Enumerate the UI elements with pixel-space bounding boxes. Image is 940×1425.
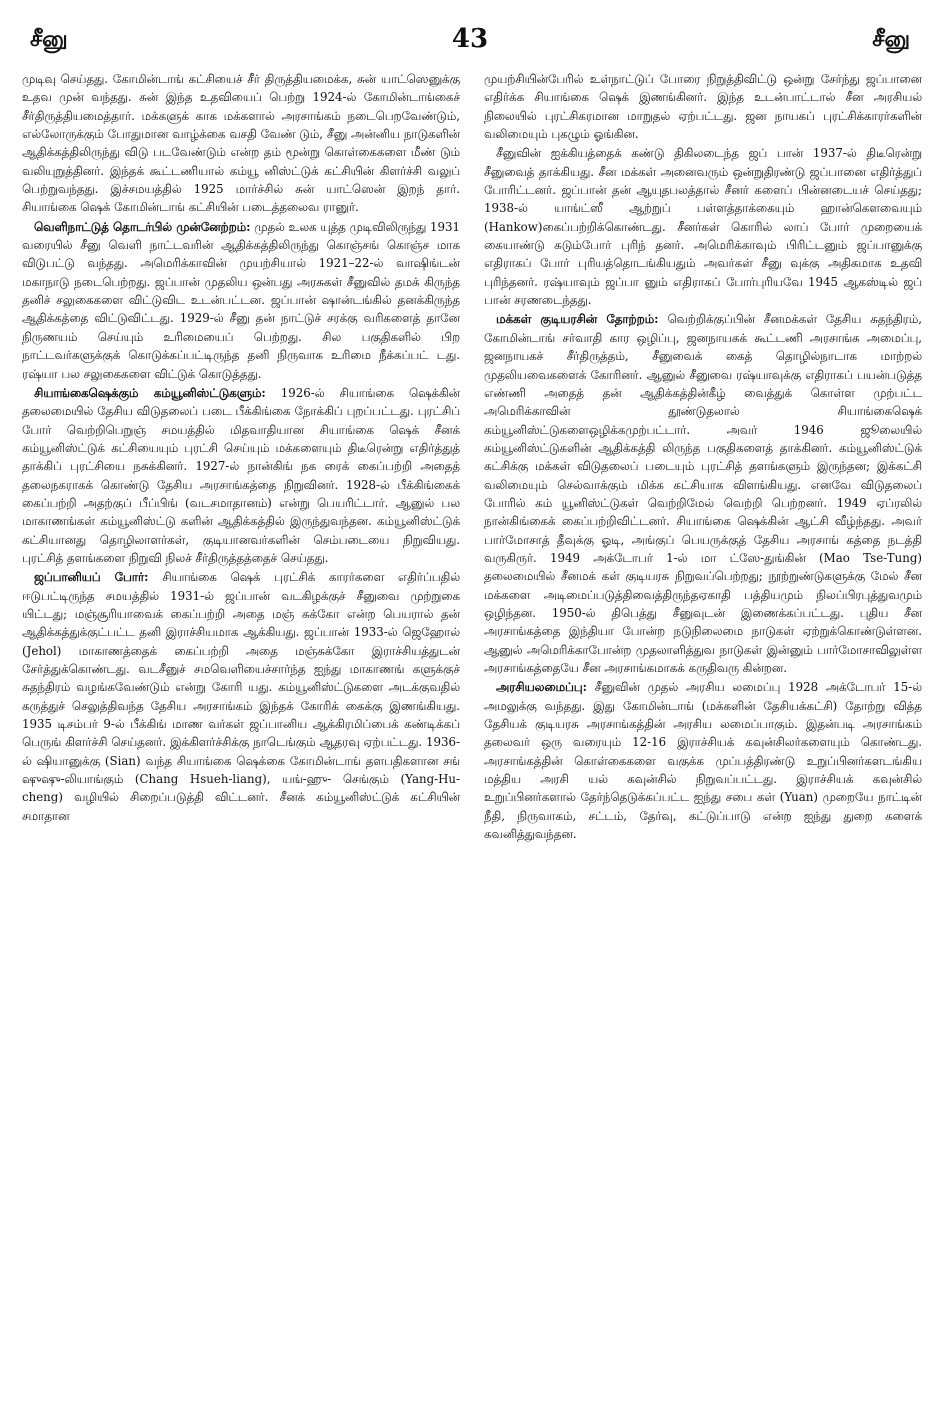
paragraph bbox=[22, 384, 460, 567]
paragraph bbox=[484, 310, 922, 677]
paragraph-body: 1926-ல் சியாங்கை ஷெக்கின் தலைமையில் தேசிய விடுதலைப் படை பீக்கிங்கை நோக்கிப் புறப்பட்டது. புரட்சிப் போர் வெற்றிபெறுஞ் சமயத்தில் மிதவாதியான சியாங்கை ஷெக் சீனக் கம்யூனிஸ்ட்டுக் கட்சியையும் புரட்சி செய்யும் மக்களையும் திடீரென்று எதிர்த்துத் தாக்கிப் புரட்சியை நசுக்கினர். 1927-ல் நான்கிங் நக ரைக் கைப்பற்றி அதைத் தலைநகராகக் கொண்டு தேசிய அரசாங்கத்தை நிறுவினர். 1928-ல் பீக்கிங்கைக் கைப்பற்றி அதற்குப் பீப்பிங் (வடசமாதானம்) என்று பெயரிட்டார். ஆனுல் பல மாகாணங்கள் கம்யூனிஸ்ட்டு களின் ஆதிக்கத்தில் இருந்துவந்தன. கம்யூனிஸ்ட்டுக் கட்சியானது தொழிலாளர்கள், குடியானவர்களின் செம்படையை நிறுவியது. புரட்சித் தளங்களை நிறுவி நிலச் சீர்திருத்தத்தைச் செய்தது. bbox=[22, 385, 460, 565]
section-heading: அரசியலமைப்பு: bbox=[496, 680, 587, 695]
right-column bbox=[484, 70, 922, 843]
paragraph-body: வெற்றிக்குப்பின் சீனமக்கள் தேசிய சுதந்திரம், கோமின்டாங் சர்வாதி கார ஒழிப்பு, ஜனநாயகக் கூட்டணி அரசாங்க அமைப்பு, ஜனநாயகச் சீர்திருத்தம், சீனுவைக் கைத் தொழில்நாடாக மாற்றல் முதலியவைகளைக் கோரினர். ஆனுல் சீனுவை ரஷ்யாவுக்கு எதிராகப் பயன்படுத்த எண்ணி அதைத் தன் ஆதிக்கத்தின்கீழ் வைத்துக் கொள்ள முற்பட்ட அமெரிக்காவின் தூண்டுதலால் சியாங்கைஷெக் கம்யூனிஸ்ட்டுகளைஒழிக்கமுற்பட்டார். அவர் 1946 ஜூலையில் கம்யூனிஸ்ட்டுகளின் ஆதிக்கத்தி லிருந்த பகுதிகளைத் தாக்கினர். கம்யூனிஸ்ட்டுக் கட்சிக்கு மக்கள் விடுதலைப் படையும் புரட்சித் தளங்களும் இருந்தன; இக்கட்சி வலிமையும் செல்வாக்கும் மிக்க கட்சியாக விளங்கியது. எனவே விடுதலைப் போரில் கம் யூனிஸ்ட்டுகள் வெற்றிமேல் வெற்றி பெற்றனர். 1949 ஏப்ரலில் நான்கிங்கைக் கைப்பற்றிவிட்டனர். சியாங்கை ஷெக்கின் ஆட்சி வீழ்ந்தது. அவர் பார்மோசாத் தீவுக்கு ஓடி, அங்குப் பெயருக்குத் தேசிய அரசாங் கத்தை நடத்தி வருகிருர். 1949 அக்டோபர் 1-ல் மா ட்ஸே-துங்கின் (Mao Tse-Tung) தலைமையில் சீனமக் கள் குடியரசு நிறுவப்பெற்றது; நூற்றுண்டுகளுக்கு மேல் சீன மக்களை அடிமைப்படுத்திவைத்திருந்தஏகாதி பத்தியமும் நிலப்பிரபுத்துவமும் ஒழிந்தன. 1950-ல் திபெத்து சீனுவுடன் இணைக்கப்பட்டது. புதிய சீன அரசாங்கத்தை இந்தியா போன்ற நடுநிலைமை நாடுகள் ஏற்றுக்கொண்டுள்ளன. ஆனுல் அமெரிக்காபோன்ற முதலாளித்துவ நாடுகள் இன்னும் பார்மோசாவிலுள்ள அரசாங்கத்தையே சீன அரசாங்கமாகக் கருதிவரு கின்றன. bbox=[484, 312, 923, 675]
paragraph: முயற்சியின்பேரில் உள்நாட்டுப் போரை நிறுத்திவிட்டு ஒன்று சேர்ந்து ஜப்பானை எதிர்க்க சியாங்கை ஷெக் இணங்கினர். இந்த உடன்பாட்டால் சீன அரசியல் நிலையில் புரட்சிகரமான மாறுதல் ஏற்பட்டது. ஜன நாயகப் புரட்சிக்காரர்களின் வலிமையும் புகழும் ஓங்கின. bbox=[484, 72, 922, 142]
section-heading: வெளிநாட்டுத் தொடர்பில் முன்னேற்றம்: bbox=[34, 219, 251, 234]
paragraph-body: சியாங்கை ஷெக் புரட்சிக் காரர்களை எதிர்ப்பதில் ஈடுபட்டிருந்த சமயத்தில் 1931-ல் ஜப்பான் வடகிழக்குச் சீனுவை முற்றுகை யிட்டது; மஞ்சூரியாவைக் கைப்பற்றி அதை மஞ் சுக்கோ என்ற பெயரால் தன் ஆதிக்கத்துக்குட்பட்ட தனி இராச்சியமாக ஆக்கியது. ஜப்பான் 1933-ல் ஜெஹோல் (Jehol) மாகாணத்தைக் கைப்பற்றி அதை மஞ்சுக்கோ இராச்சியத்துடன் சேர்த்துக்கொண்டது. வடசீனுச் சமவெளியைச்சார்ந்த ஐந்து மாகாணங் களுக்குச் சுதந்திரம் வழங்கவேண்டும் என்று கோரி யது. கம்யூனிஸ்ட்டுகளை அடக்குவதில் கருத்துச் செலுத்திவந்த தேசிய அரசாங்கம் இந்தக் கோரிக் கைக்கு இணங்கியது. 1935 டிசம்பர் 9-ல் பீக்கிங் மாண வர்கள் ஜப்பானிய ஆக்கிரமிப்பைக் கண்டிக்கப் பெருங் கிளர்ச்சி செய்தனர். இக்கிளர்ச்சிக்கு நாடெங்கும் ஆதரவு ஏற்பட்டது. 1936-ல் ஷியானுக்கு (Sian) வந்த சியாங்கை ஷெக்கை கோமின்டாங் தளபதிகளான சங் ஷுஷு-லியாங்கும் (Chang Hsueh-liang), யங்-ஹு- செங்கும் (Yang-Hu-cheng) வழியில் சிறைப்படுத்தி விட்டனர். சீனக் கம்யூனிஸ்ட்டுக் கட்சியின் சமாதான bbox=[22, 570, 460, 823]
paragraph-body: முதல் உலக யுத்த முடிவிலிருந்து 1931 வரையில் சீனு வெளி நாட்டவரின் ஆதிக்கத்திலிருந்து கொஞ்சங் கொஞ்ச மாக விடுபட்டு வந்தது. அமெரிக்காவின் முயற்சியால் 1921–22-ல் வாஷிங்டன் மகாநாடு நடைபெற்றது. ஜப்பான் முதலிய ஒன்பது அரசுகள் சீனுவில் தமக் கிருந்த தனிச் சலுகைகளை விட்டுவிட உடன்பட்டன. ஜப்பான் ஷான்டங்கில் தனக்கிருந்த ஆதிக்கத்தை விட்டுவிட்டது. 1929-ல் சீனு தன் நாட்டுச் சரக்கு வரிகளைத் தானே நிருணயம் செய்யும் உரிமையைப் பெற்றது. சில பகுதிகளில் பிற நாட்டவர்களுக்குக் கொடுக்கப்பட்டிருந்த தனி நிருவாக உரிமை நீக்கப்பட் டது. ரஷ்யா பல சலுகைகளை விட்டுக் கொடுத்தது. bbox=[22, 219, 460, 381]
paragraph bbox=[484, 678, 922, 843]
section-heading: ஜப்பானியப் போர்: bbox=[34, 570, 149, 585]
paragraph bbox=[22, 218, 460, 383]
paragraph: சீனுவின் ஐக்கியத்தைக் கண்டு திகிலடைந்த ஜப் பான் 1937-ல் திடீரென்று சீனுவைத் தாக்கியது. சீன மக்கள் அனைவரும் ஒன்றுதிரண்டு ஜப்பானை எதிர்த்துப் போரிட்டனர். ஜப்பான் தன் ஆயுதபலத்தால் சீனர் களைப் பின்னடையச் செய்தது; 1938-ல் யாங்ட்ஸீ ஆற்றுப் பள்ளத்தாக்கையும் ஹான்கௌவையும் (Hankow)கைப்பற்றிக்கொண்டது. சீனர்கள் கொரில் லாப் போர் முறையைக் கையாண்டு கடும்போர் புரிந் தனர். அமெரிக்காவும் பிரிட்டனும் ஜப்பானுக்கு எதிராகப் போர் புரியத்தொடங்கியதும் அவர்கள் சீனு வுக்கு அதிகமாக உதவி புரிந்தனர். ரஷ்யாவும் ஜப்பா னும் எதிராகப் போர்புரியவே 1945 ஆகஸ்டில் ஜப் பான் சரணடைந்தது. bbox=[484, 146, 922, 308]
left-column bbox=[22, 70, 460, 825]
running-head-left: சீனு bbox=[30, 26, 68, 52]
running-head-right: சீனு bbox=[872, 26, 910, 52]
section-heading: சியாங்கைஷெக்கும் கம்யூனிஸ்ட்டுகளும்: bbox=[34, 385, 266, 400]
section-heading: மக்கள் குடியரசின் தோற்றம்: bbox=[496, 312, 659, 327]
paragraph: முடிவு செய்தது. கோமின்டாங் கட்சியைச் சீர் திருத்தியமைக்க, சுன் யாட்ஸெனுக்கு உதவ முன் வந்தது. சுன் இந்த உதவியைப் பெற்று 1924-ல் கோமின்டாங்கைச் சீர்திருத்தியமைத்தார். மக்களுக் காக மக்களால் அரசாங்கம் நடைபெறவேண்டும், எல்லோருக்கும் போதுமான வாழ்க்கை வசதி வேண் டும், சீனு அன்னிய நாடுகளின் ஆதிக்கத்திலிருந்து விடு படவேண்டும் என்ற தம் மூன்று கொள்கைகளை மீண் டும் வலியுறுத்தினர். இந்தக் கூட்டணியால் கம்யூ னிஸ்ட்டுக் கட்சியின் கிளர்ச்சி வலுப் பெற்றுவந்தது. இச்சமயத்தில் 1925 மார்ச்சில் சுன் யாட்ஸென் இறந் தார். சியாங்கை ஷெக் கோமின்டாங் கட்சியின் படைத்தலைவ ரானுர். bbox=[22, 72, 460, 215]
paragraph bbox=[22, 568, 460, 825]
paragraph-body: சீனுவின் முதல் அரசிய லமைப்பு 1928 அக்டோபர் 15-ல் அமலுக்கு வந்தது. இது கோமின்டாங் (மக்களின் தேசியக்கட்சி) தோற்று வித்த தேசியக் குடியரசு அரசாங்கத்தின் அரசிய லமைப்பாகும். இதன்படி அரசாங்கம் தலைவர் ஒரு வரையும் 12-16 இராச்சியக் கவுன்சிலர்களையும் கொண்டது. அரசாங்கத்தின் கொள்கைகளை வகுக்க முப்பத்திரண்டு உறுப்பினர்களடங்கிய மத்திய அரசி யல் கவுன்சில் நிறுவப்பட்டது. இராச்சியக் கவுன்சில் உறுப்பினர்களால் தேர்ந்தெடுக்கப்பட்ட ஐந்து சபை கள் (Yuan) முறையே நாட்டின் நீதி, நிருவாகம், சட்டம், தேர்வு, கட்டுப்பாடு என்ற ஐந்து துறை களைக் கவனித்துவந்தன. bbox=[484, 680, 923, 842]
page-header bbox=[22, 26, 918, 62]
page-number: 43 bbox=[451, 24, 489, 54]
